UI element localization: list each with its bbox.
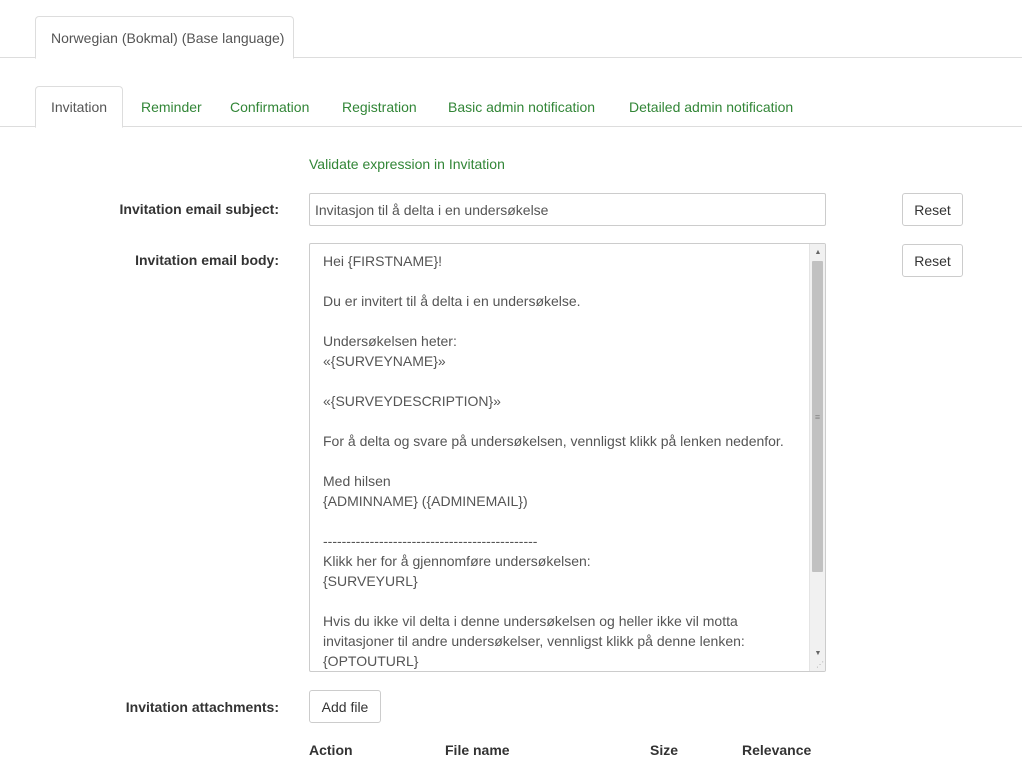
tab-invitation-label: Invitation	[51, 99, 108, 115]
body-line: invitasjoner til andre undersøkelser, vennligst klikk på denne lenken:	[323, 633, 745, 649]
add-file-button[interactable]: Add file	[309, 690, 381, 723]
attachments-label: Invitation attachments:	[125, 699, 279, 715]
body-line: «{SURVEYNAME}»	[323, 353, 446, 369]
validate-expression-link[interactable]: Validate expression in Invitation	[309, 156, 505, 172]
scroll-down-icon[interactable]: ▼	[814, 649, 822, 657]
column-header-relevance: Relevance	[742, 742, 812, 758]
tab-reminder-label: Reminder	[141, 98, 202, 115]
body-line: {OPTOUTURL}	[323, 653, 419, 669]
subject-value: Invitasjon til å delta i en undersøkelse	[315, 201, 549, 218]
body-line	[323, 451, 805, 471]
tab-invitation[interactable]	[35, 86, 123, 128]
body-line: Hvis du ikke vil delta i denne undersøkelsen og heller ikke vil motta	[323, 613, 738, 629]
subject-input[interactable]	[309, 193, 826, 226]
body-line	[323, 511, 805, 531]
body-line	[323, 311, 805, 331]
body-line: {SURVEYURL}	[323, 573, 418, 589]
tab-detailed-admin-notification[interactable]	[629, 86, 793, 127]
body-line	[323, 371, 805, 391]
tab-basic-admin-notification[interactable]	[448, 86, 595, 127]
scroll-up-icon[interactable]: ▲	[814, 248, 822, 256]
body-line: Klikk her for å gjennomføre undersøkelsen:	[323, 553, 591, 569]
scroll-thumb[interactable]: ≡	[812, 261, 823, 572]
subject-reset-button[interactable]: Reset	[902, 193, 963, 226]
language-tab-label: Norwegian (Bokmal) (Base language)	[51, 29, 285, 46]
body-line: {ADMINNAME} ({ADMINEMAIL})	[323, 493, 528, 509]
body-line	[323, 411, 805, 431]
body-reset-button[interactable]: Reset	[902, 244, 963, 277]
body-textarea[interactable]	[309, 243, 826, 672]
subject-label: Invitation email subject:	[119, 201, 279, 217]
tab-registration[interactable]	[342, 86, 417, 127]
email-type-tabs	[0, 86, 1022, 127]
body-line	[323, 271, 805, 291]
tab-reminder[interactable]	[141, 86, 202, 127]
body-line: Med hilsen	[323, 473, 391, 489]
tab-basic-admin-notification-label: Basic admin notification	[448, 98, 596, 115]
tab-confirmation[interactable]	[230, 86, 309, 127]
body-line: Hei {FIRSTNAME}!	[323, 253, 443, 269]
column-header-file-name: File name	[445, 742, 510, 758]
body-text	[323, 251, 805, 671]
tab-detailed-admin-notification-label: Detailed admin notification	[629, 98, 794, 115]
body-line: For å delta og svare på undersøkelsen, vennligst klikk på lenken nedenfor.	[323, 433, 784, 449]
tab-language-norwegian[interactable]	[35, 16, 294, 59]
body-line: «{SURVEYDESCRIPTION}»	[323, 393, 501, 409]
language-tab-bar	[0, 16, 1022, 58]
body-line: ----------------------------------------------	[323, 533, 538, 549]
tab-confirmation-label: Confirmation	[230, 98, 310, 115]
body-label: Invitation email body:	[135, 252, 279, 268]
body-line	[323, 591, 805, 611]
body-scrollbar[interactable]	[809, 244, 825, 671]
column-header-size: Size	[650, 742, 679, 758]
body-line: Du er invitert til å delta i en undersøkelse.	[323, 293, 581, 309]
resize-grip-icon[interactable]: ⋰	[816, 660, 824, 669]
column-header-action: Action	[309, 742, 353, 758]
body-line: Undersøkelsen heter:	[323, 333, 457, 349]
tab-registration-label: Registration	[342, 98, 417, 115]
